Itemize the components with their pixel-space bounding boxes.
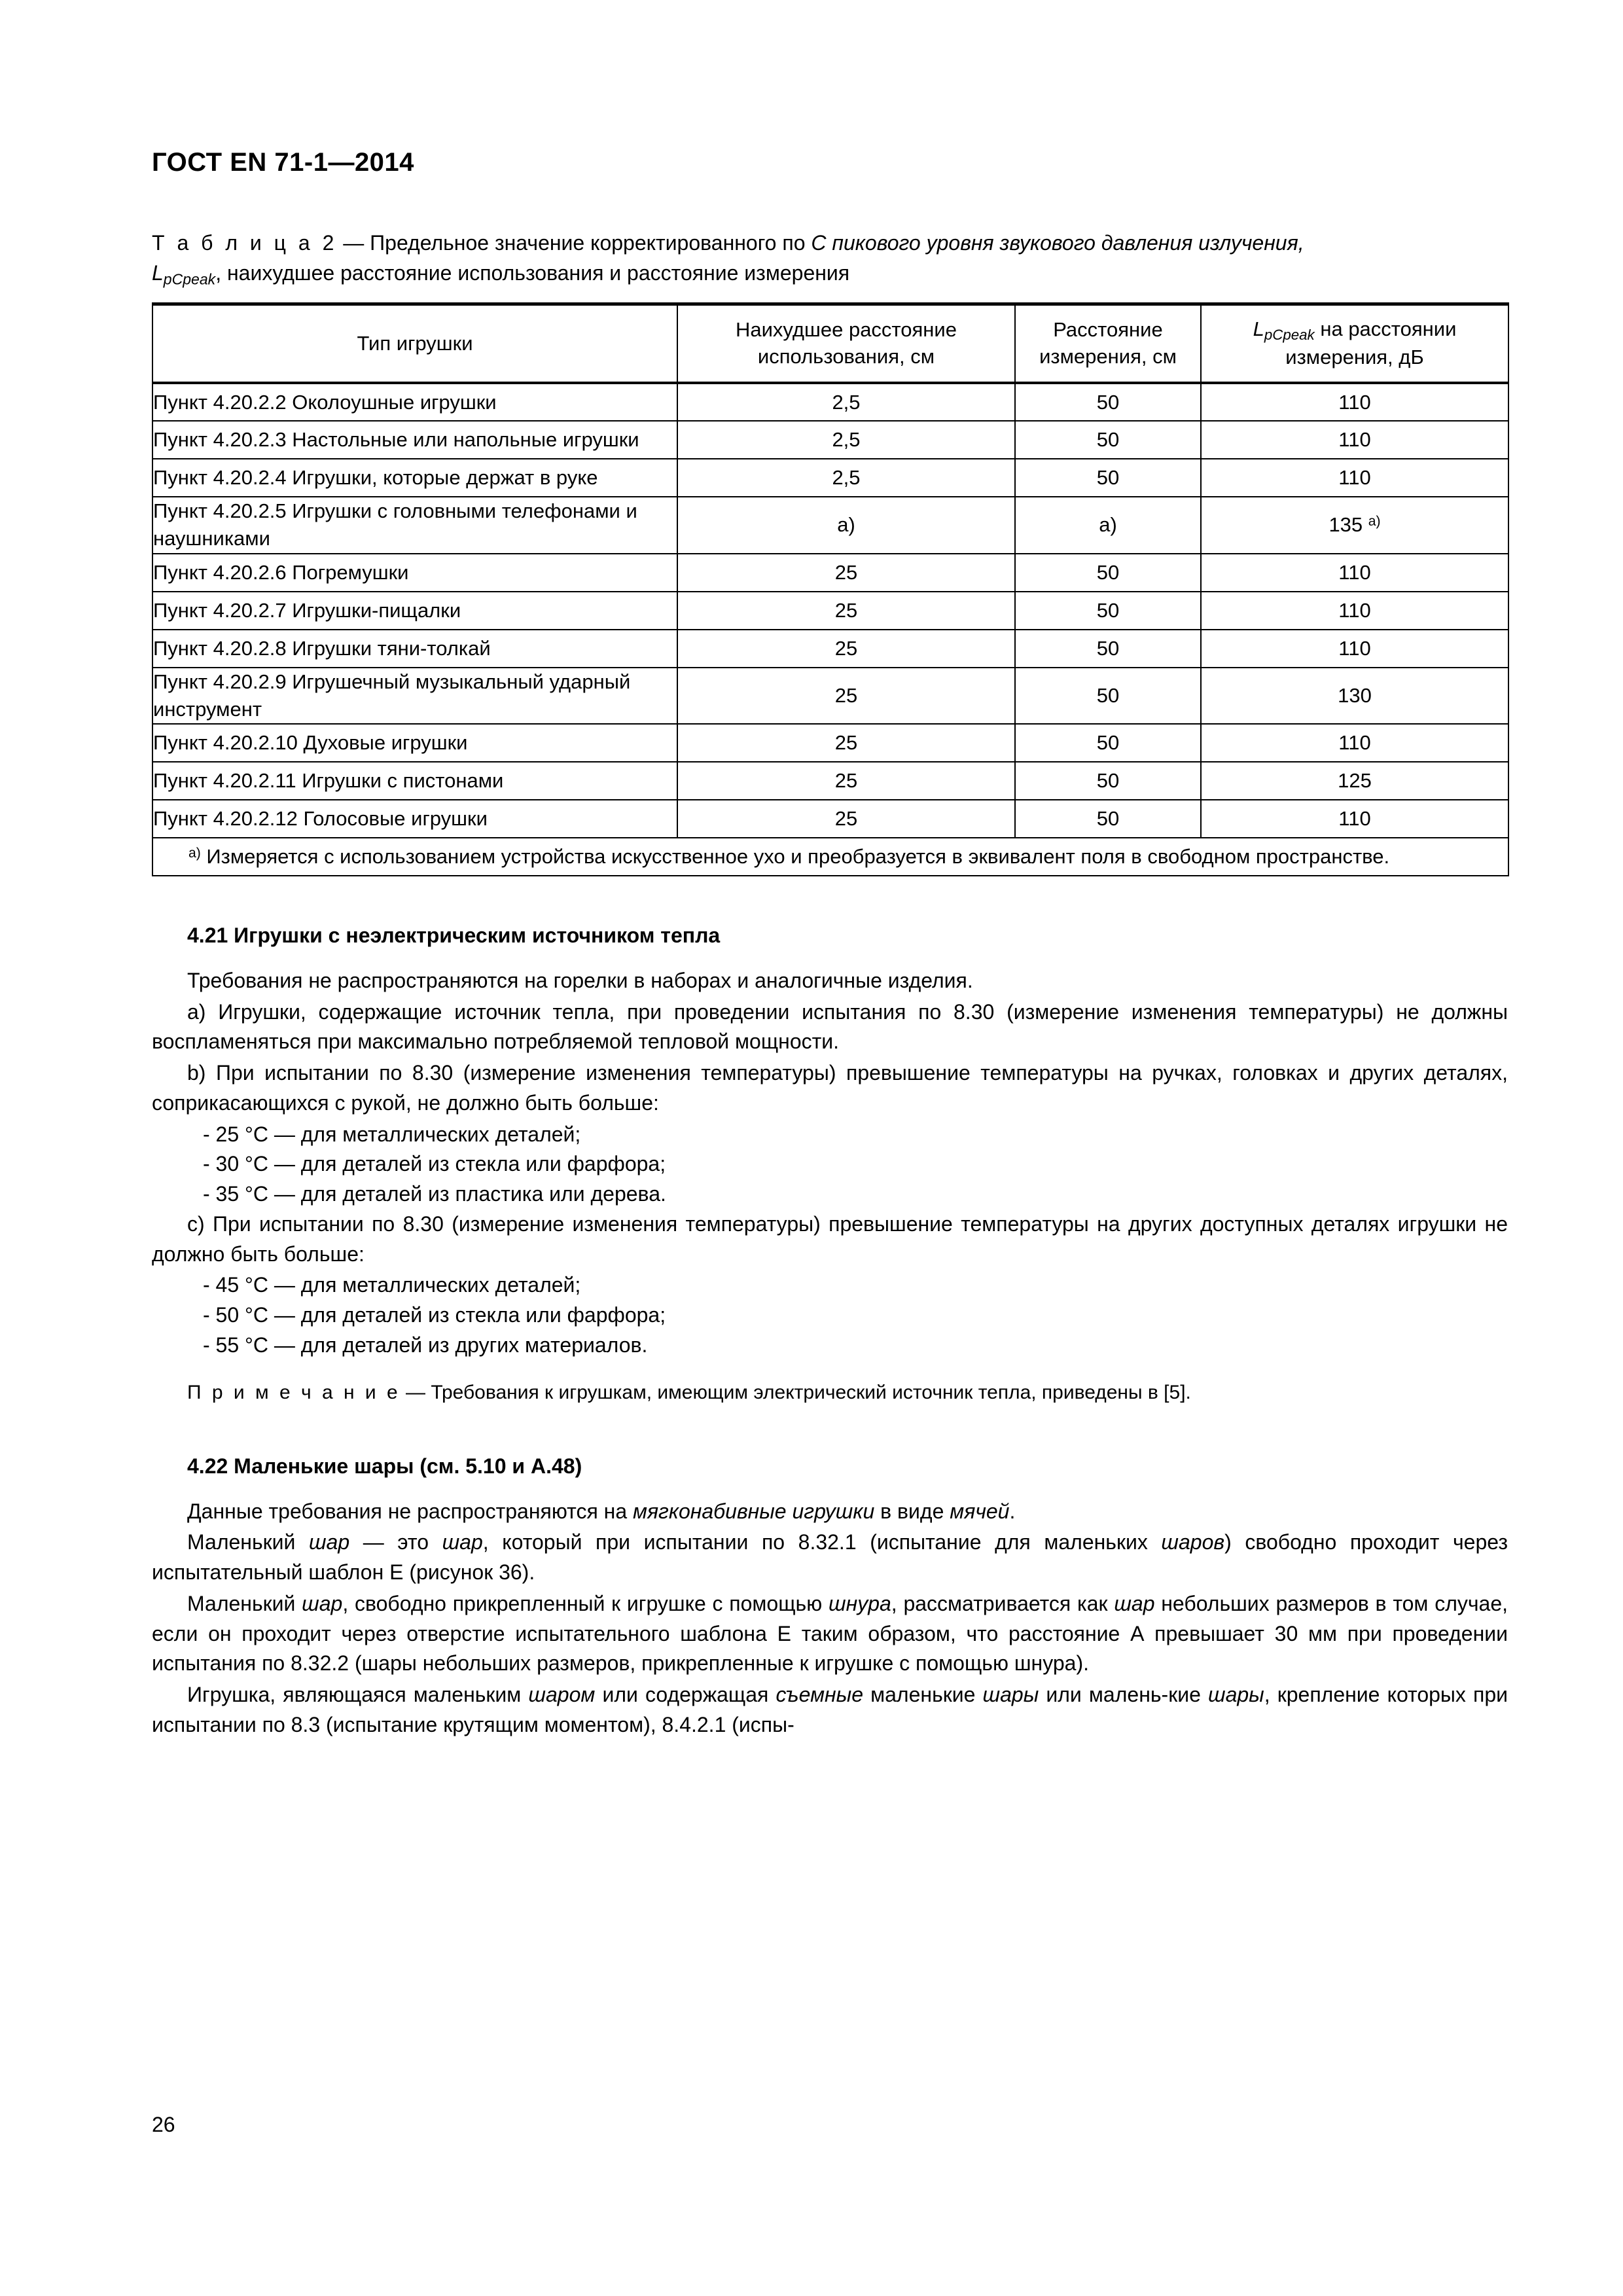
cell-worst-distance: 25 (677, 592, 1015, 630)
p422-4-italic-1: шаром (528, 1683, 596, 1707)
cell-toy-type: Пункт 4.20.2.2 Околоушные игрушки (152, 383, 677, 421)
cell-level (1201, 497, 1508, 553)
table-caption-part2: , наихудшее расстояние использования и расстояние измерения (215, 261, 850, 285)
cell-measure-distance: 50 (1015, 762, 1201, 800)
col-header-measure-distance: Расстояние измерения, см (1015, 304, 1201, 383)
paragraph-421-c: c) При испытании по 8.30 (измерение изменения температуры) превышение температуры на других доступных деталях игрушки не должно быть больше: (152, 1211, 1508, 1266)
p422-2-italic-1: шар (308, 1530, 350, 1554)
table-caption-label: Т а б л и ц а 2 (152, 231, 338, 255)
table-row (152, 497, 1508, 553)
col-header-level-text: на расстоянии измерения, дБ (1285, 317, 1457, 369)
table-row (152, 724, 1508, 762)
p422-2-italic-2: шар (442, 1530, 483, 1554)
cell-measure-distance: 50 (1015, 668, 1201, 724)
cell-measure-distance: 50 (1015, 800, 1201, 838)
col-header-worst-distance: Наихудшее расстояние использования, см (677, 304, 1015, 383)
paragraph-422-1 (152, 1497, 1508, 1527)
cell-level: 110 (1201, 800, 1508, 838)
paragraph-421-a: a) Игрушки, содержащие источник тепла, при проведении испытания по 8.30 (измерение изменения температуры) не должны воспламеняться при максимально потребляемой тепловой мощности. (152, 999, 1508, 1054)
cell-worst-distance: 25 (677, 668, 1015, 724)
table-caption-part1: Предельное значение корректированного по (370, 231, 812, 255)
list-item: - 35 °C — для деталей из пластика или дерева. (203, 1182, 666, 1206)
cell-measure-distance: 50 (1015, 383, 1201, 421)
cell-measure-distance: 50 (1015, 421, 1201, 459)
table-row (152, 800, 1508, 838)
p422-2-pre: Маленький (187, 1530, 309, 1554)
p422-2-mid-2: , который при испытании по 8.32.1 (испытание для маленьких (482, 1530, 1162, 1554)
col-header-symbol-sub: pCpeak (1264, 326, 1315, 343)
p422-3-mid-2: , рассматривается как (891, 1591, 1115, 1615)
table-body (152, 383, 1508, 876)
cell-measure-distance: 50 (1015, 459, 1201, 497)
cell-measure-distance: 50 (1015, 592, 1201, 630)
cell-level: 110 (1201, 421, 1508, 459)
cell-level: 110 (1201, 554, 1508, 592)
paragraph-421-b: b) При испытании по 8.30 (измерение изменения температуры) превышение температуры на ручках, головках и других деталях, соприкасающихся с рукой, не должно быть больше: (152, 1061, 1508, 1115)
cell-level: 110 (1201, 630, 1508, 668)
p422-1-pre: Данные требования не распространяются на (187, 1499, 633, 1523)
cell-toy-type: Пункт 4.20.2.6 Погремушки (152, 554, 677, 592)
table-footnote-row (152, 838, 1508, 876)
table-caption-symbol-sub: pCpeak (163, 270, 216, 288)
cell-worst-distance: 25 (677, 762, 1015, 800)
cell-level: 130 (1201, 668, 1508, 724)
table-row (152, 383, 1508, 421)
p422-2-italic-3: шаров (1161, 1530, 1225, 1554)
footnote-marker: a) (188, 846, 201, 861)
cell-level-footnote-marker: a) (1368, 514, 1381, 529)
p422-1-italic-2: мячей (950, 1499, 1010, 1523)
cell-worst-distance: 2,5 (677, 459, 1015, 497)
list-item: - 55 °C — для деталей из других материалов. (203, 1333, 648, 1357)
p422-1-end: . (1009, 1499, 1016, 1523)
p422-4-mid-3: или малень-кие (1039, 1683, 1208, 1707)
p422-3-italic-3: шар (1114, 1591, 1155, 1615)
cell-measure-distance: 50 (1015, 724, 1201, 762)
p422-2-mid-1: — это (349, 1530, 442, 1554)
list-item: - 45 °C — для металлических деталей; (203, 1273, 581, 1297)
table-row (152, 630, 1508, 668)
cell-level-value: 135 (1329, 513, 1363, 537)
cell-worst-distance: 25 (677, 800, 1015, 838)
p422-4-mid-1: или содержащая (595, 1683, 776, 1707)
p422-1-mid: в виде (874, 1499, 950, 1523)
p422-4-mid-2: маленькие (863, 1683, 983, 1707)
table-caption-italic1: С пикового уровня звукового давления излучения, (811, 231, 1304, 255)
cell-worst-distance: 25 (677, 554, 1015, 592)
cell-toy-type: Пункт 4.20.2.8 Игрушки тяни-толкай (152, 630, 677, 668)
paragraph-422-2 (152, 1528, 1508, 1588)
cell-worst-distance: 25 (677, 630, 1015, 668)
table-head (152, 304, 1508, 383)
col-header-level (1201, 304, 1508, 383)
cell-measure-distance: 50 (1015, 554, 1201, 592)
table-row (152, 421, 1508, 459)
cell-toy-type: Пункт 4.20.2.4 Игрушки, которые держат в руке (152, 459, 677, 497)
page-content (152, 228, 1508, 1742)
page-header-standard-title: ГОСТ EN 71-1—2014 (152, 148, 414, 177)
p422-4-italic-2: съемные (776, 1683, 863, 1707)
p422-3-mid-1: , свободно прикрепленный к игрушке с помощью (342, 1591, 829, 1615)
list-item: - 30 °C — для деталей из стекла или фарфора; (203, 1152, 666, 1176)
cell-level: 110 (1201, 459, 1508, 497)
p422-1-italic-1: мягконабивные игрушки (633, 1499, 875, 1523)
p422-2-end: ) свободно проходит через испытательный шаблон Е (рисунок 36). (152, 1530, 1508, 1585)
table-row (152, 762, 1508, 800)
cell-worst-distance: 2,5 (677, 421, 1015, 459)
cell-level: 110 (1201, 592, 1508, 630)
col-header-symbol-base: L (1253, 317, 1264, 340)
table-caption-dash: — (337, 231, 370, 255)
p422-4-italic-4: шары (1208, 1683, 1264, 1707)
cell-toy-type: Пункт 4.20.2.11 Игрушки с пистонами (152, 762, 677, 800)
table-header-row (152, 304, 1508, 383)
list-item: - 50 °C — для деталей из стекла или фарфора; (203, 1303, 666, 1327)
p422-3-italic-1: шар (302, 1591, 343, 1615)
paragraph-422-3 (152, 1589, 1508, 1679)
paragraph-422-4 (152, 1680, 1508, 1740)
footnote-text: Измеряется с использованием устройства искусственное ухо и преобразуется в эквивалент поля в свободном пространстве. (206, 845, 1390, 869)
table-row (152, 592, 1508, 630)
page-number: 26 (152, 2113, 175, 2136)
p422-4-pre: Игрушка, являющаяся маленьким (187, 1683, 529, 1707)
noise-limits-table (152, 302, 1509, 876)
p422-3-italic-2: шнура (829, 1591, 891, 1615)
table-caption-symbol-base: L (152, 261, 164, 285)
cell-toy-type: Пункт 4.20.2.7 Игрушки-пищалки (152, 592, 677, 630)
p422-3-end: небольших размеров в том случае, если он проходит через отверстие испытательного шаблона Е таким образом, что расстояние А превышает 30 мм при проведении испытания по 8.32.2 (шары небольших размеров, прикрепленные к игрушке с помощью шнура). (152, 1591, 1508, 1676)
cell-toy-type: Пункт 4.20.2.9 Игрушечный музыкальный ударный инструмент (152, 668, 677, 724)
table-footnote (152, 838, 1508, 876)
table-caption (152, 228, 1508, 291)
cell-worst-distance: a) (677, 497, 1015, 553)
table-row (152, 554, 1508, 592)
cell-worst-distance: 2,5 (677, 383, 1015, 421)
cell-worst-distance: 25 (677, 724, 1015, 762)
section-heading-421: 4.21 Игрушки с неэлектрическим источником тепла (187, 923, 721, 947)
note-label: П р и м е ч а н и е (187, 1381, 401, 1403)
cell-toy-type: Пункт 4.20.2.3 Настольные или напольные игрушки (152, 421, 677, 459)
section-heading-422: 4.22 Маленькие шары (см. 5.10 и А.48) (187, 1454, 582, 1478)
cell-toy-type: Пункт 4.20.2.5 Игрушки с головными телефонами и наушниками (152, 497, 677, 553)
cell-toy-type: Пункт 4.20.2.10 Духовые игрушки (152, 724, 677, 762)
p422-4-end: , крепление которых при испытании по 8.3 (испытание крутящим моментом), 8.4.2.1 (испы- (152, 1683, 1508, 1736)
cell-level: 125 (1201, 762, 1508, 800)
cell-level: 110 (1201, 383, 1508, 421)
cell-toy-type: Пункт 4.20.2.12 Голосовые игрушки (152, 800, 677, 838)
paragraph-421-intro: Требования не распространяются на горелки в наборах и аналогичные изделия. (187, 968, 973, 992)
col-header-toy-type: Тип игрушки (152, 304, 677, 383)
p422-4-italic-3: шары (982, 1683, 1039, 1707)
list-item: - 25 °C — для металлических деталей; (203, 1122, 581, 1146)
cell-measure-distance: 50 (1015, 630, 1201, 668)
table-row (152, 668, 1508, 724)
cell-measure-distance: a) (1015, 497, 1201, 553)
note-421 (152, 1379, 1508, 1407)
cell-level: 110 (1201, 724, 1508, 762)
note-text: — Требования к игрушкам, имеющим электрический источник тепла, приведены в [5]. (400, 1381, 1191, 1403)
p422-3-pre: Маленький (187, 1591, 302, 1615)
table-row (152, 459, 1508, 497)
